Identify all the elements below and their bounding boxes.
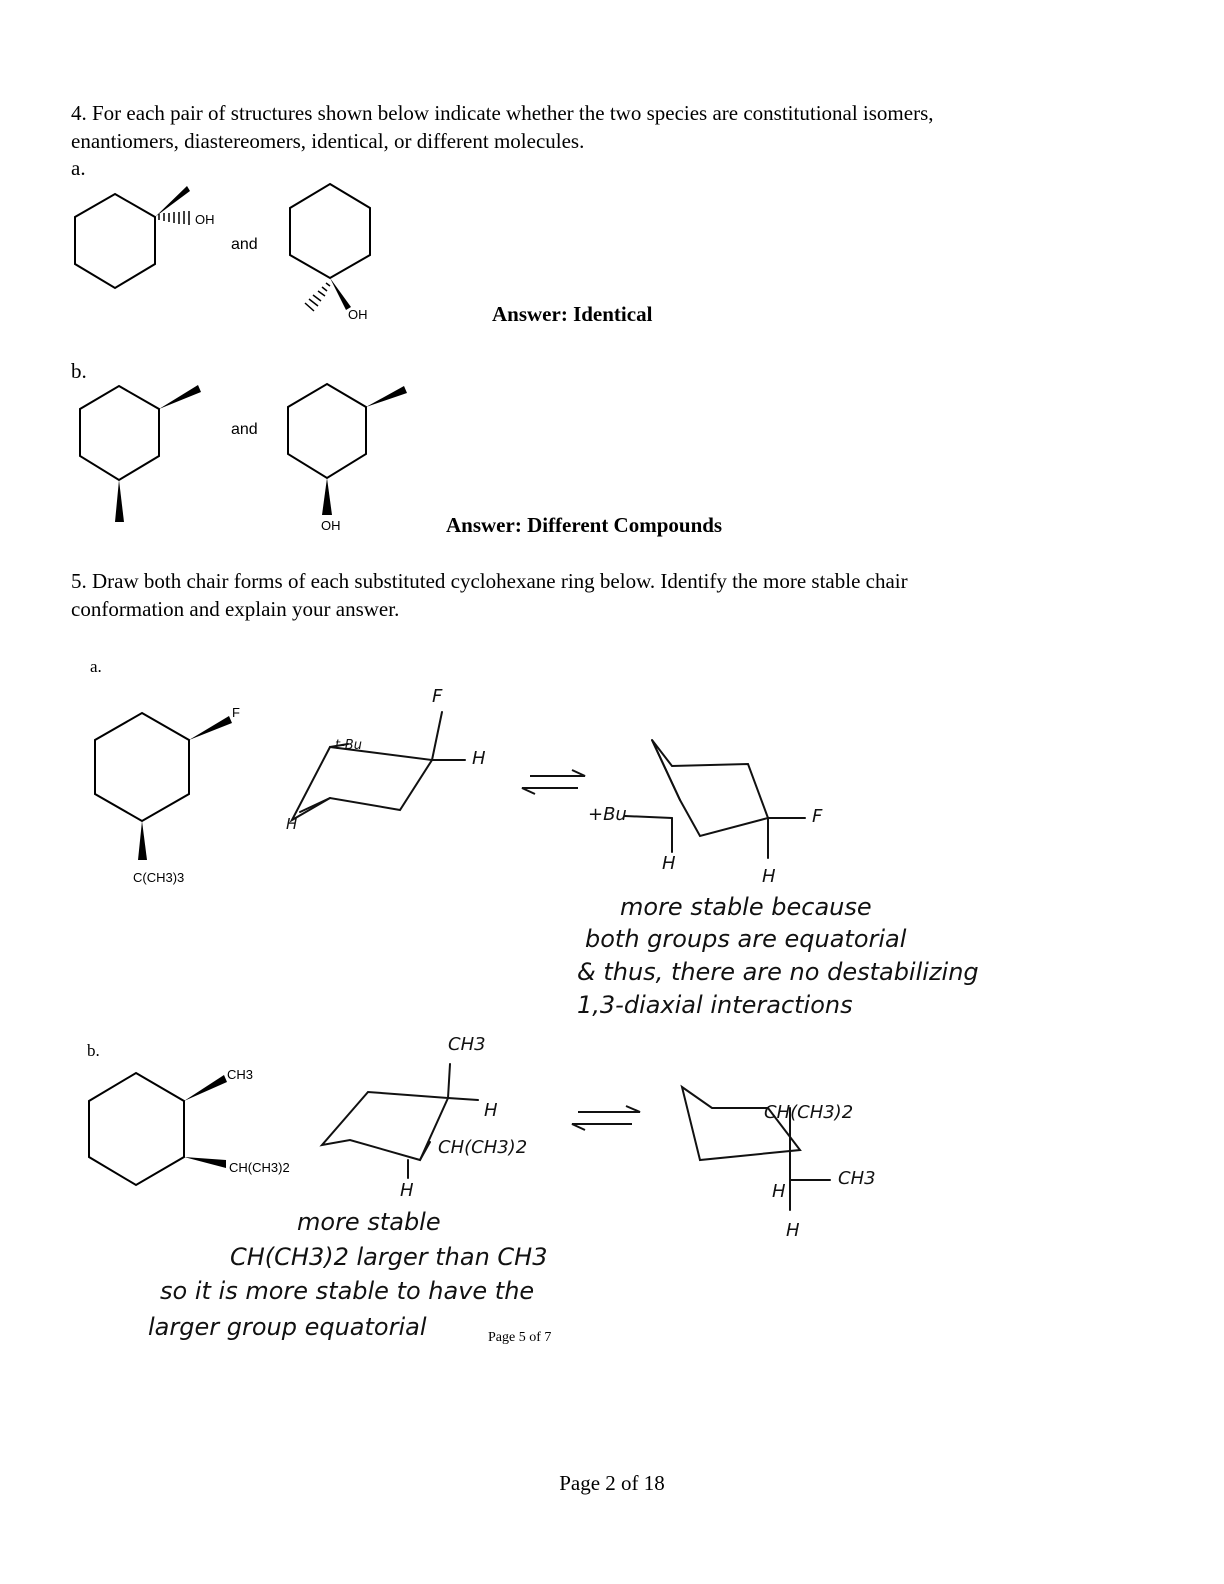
q5b-ipr: CH(CH3)2 — [229, 1160, 290, 1175]
q4b-left-wedge-bottom — [115, 480, 124, 522]
q4b-label: b. — [71, 359, 87, 383]
q4b-and: and — [231, 421, 258, 438]
q5b-chair1-h2: H — [400, 1180, 414, 1201]
q5b-note-line-3: so it is more stable to have the — [160, 1277, 535, 1305]
q5a-chair2-tbu: +Bu — [588, 804, 627, 825]
q4b-oh: OH — [321, 518, 341, 533]
q5a-tbu: C(CH3)3 — [133, 870, 185, 885]
q5a-chair1-tbu: t-Bu — [335, 738, 362, 753]
q5b-ch3-wedge — [184, 1075, 227, 1101]
page-number: Page 2 of 18 — [559, 1471, 665, 1495]
q5b-ch3: CH3 — [227, 1067, 254, 1082]
q5b-chair2-ch3: CH3 — [838, 1168, 876, 1189]
q5b-ring — [89, 1073, 184, 1185]
q5b-note-line-2: CH(CH3)2 larger than CH3 — [230, 1243, 548, 1271]
q5b-equilibrium-arrows — [572, 1106, 640, 1130]
q4b-left-wedge-top — [159, 385, 201, 409]
q5a-chair2-h1: H — [662, 853, 676, 874]
q5b-label: b. — [87, 1041, 100, 1060]
q5a-note-line-3: & thus, there are no destabilizing — [577, 958, 979, 986]
q5a-chair1-f: F — [432, 686, 443, 707]
q4a-oh-right: OH — [348, 307, 368, 322]
question-5-text: 5. Draw both chair forms of each substituted cyclohexane ring below. Identify the more stable chair conformation and explain your answer. — [71, 569, 908, 621]
q5a-note-line-2: both groups are equatorial — [585, 925, 907, 953]
q4a-answer: Answer: Identical — [492, 302, 653, 326]
q5b-note-line-1: more stable — [297, 1208, 441, 1236]
q5a-equilibrium-arrows — [522, 770, 585, 794]
q5a-f: F — [232, 705, 240, 720]
q5a-chair2-h2: H — [762, 866, 776, 887]
q5a-note-line-4: 1,3-diaxial interactions — [577, 991, 853, 1019]
q4a-oh-left: OH — [195, 212, 215, 227]
q4a-left-hash — [159, 211, 189, 225]
q4a-right-ring — [290, 184, 370, 278]
q5b-ipr-wedge — [184, 1157, 226, 1168]
q4b-right-wedge-bottom — [322, 478, 332, 515]
q4a-right-hash — [305, 283, 330, 311]
q5a-chair1 — [292, 712, 465, 820]
q5a-f-wedge — [189, 716, 232, 740]
q5a-note-line-1: more stable because — [620, 893, 872, 921]
q4a-left-ring — [75, 194, 155, 288]
q4b-right-ring — [288, 384, 366, 478]
q5a-chair2 — [625, 740, 805, 858]
q5b-chair1-h1: H — [484, 1100, 498, 1121]
q4b-left-ring — [80, 386, 159, 480]
q5a-tbu-wedge — [138, 821, 147, 860]
q5a-label: a. — [90, 657, 102, 676]
q5a-chair2-f: F — [812, 806, 823, 827]
q5b-chair1 — [322, 1064, 478, 1178]
q5a-ring — [95, 713, 189, 821]
q4a-label: a. — [71, 156, 86, 180]
q4a-and: and — [231, 236, 258, 253]
q5b-chair2-h2: H — [786, 1220, 800, 1241]
q5b-chair2-ipr: CH(CH3)2 — [764, 1102, 854, 1123]
question-4-text: 4. For each pair of structures shown below indicate whether the two species are constitutional isomers, enantiomers, diastereomers, identical, or different molecules. — [71, 101, 934, 153]
q5b-chair1-ipr: CH(CH3)2 — [438, 1137, 528, 1158]
q4b-answer: Answer: Different Compounds — [446, 513, 723, 537]
q5b-chair2-h1: H — [772, 1181, 786, 1202]
q4b-right-wedge-top — [366, 386, 407, 407]
q5b-chair1-ch3: CH3 — [448, 1034, 486, 1055]
q5a-chair1-h2: H — [286, 815, 298, 833]
q4a-right-wedge — [330, 278, 351, 310]
q5a-chair1-h: H — [472, 748, 486, 769]
q5b-inner-page: Page 5 of 7 — [488, 1330, 552, 1345]
q5b-note-line-4: larger group equatorial — [148, 1313, 427, 1341]
